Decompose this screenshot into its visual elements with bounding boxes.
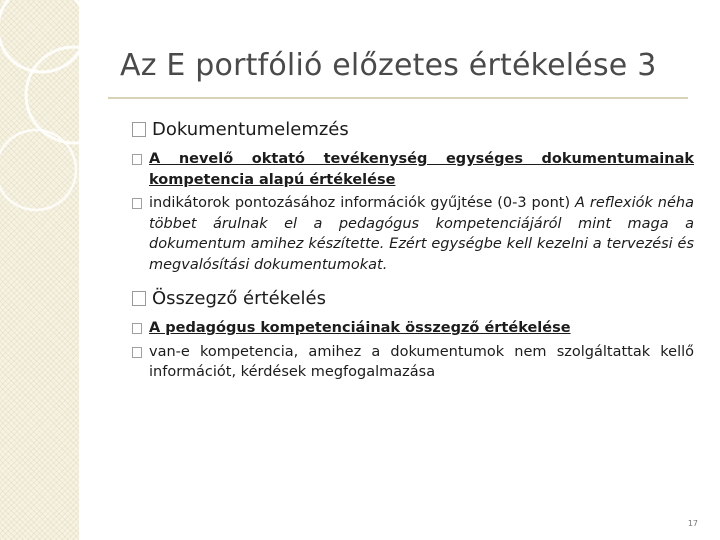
list-item-text: A nevelő oktató tevékenység egységes dokumentumainak kompetencia alapú értékelése	[149, 151, 694, 188]
list-item-text: indikátorok pontozásához információk gyűjtése (0-3 pont)	[149, 195, 571, 211]
list-item-italic-text: A reflexiók néha többet árulnak el a pedagógus kompetenciájáról mint maga a dokumentum amihez készítette. Ezért egységbe kell kezelni a tervezési és megvalósítási dokumentumokat.	[149, 195, 694, 273]
slide-title: Az E portfólió előzetes értékelése 3	[120, 48, 657, 83]
checkbox-bullet-icon	[132, 154, 142, 165]
section-heading-text: Dokumentumelemzés	[152, 119, 349, 140]
list-item	[132, 149, 694, 190]
section-heading	[132, 287, 694, 311]
checkbox-bullet-icon	[132, 323, 142, 334]
checkbox-bullet-icon	[132, 291, 146, 306]
title-divider	[108, 97, 688, 99]
page-number: 17	[687, 519, 698, 528]
section-heading-text: Összegző értékelés	[152, 288, 326, 309]
list-item	[132, 318, 694, 339]
list-item	[132, 193, 694, 275]
decorative-side-band	[0, 0, 79, 540]
list-item-text: van-e kompetencia, amihez a dokumentumok nem szolgáltattak kellő információt, kérdések megfogalmazása	[149, 343, 694, 380]
list-item-text: A pedagógus kompetenciáinak összegző értékelése	[149, 320, 571, 336]
list-item	[132, 342, 694, 383]
checkbox-bullet-icon	[132, 347, 142, 358]
checkbox-bullet-icon	[132, 122, 146, 137]
section-heading	[132, 118, 694, 142]
decorative-circles	[0, 0, 110, 540]
checkbox-bullet-icon	[132, 198, 142, 209]
slide-content	[132, 118, 694, 383]
